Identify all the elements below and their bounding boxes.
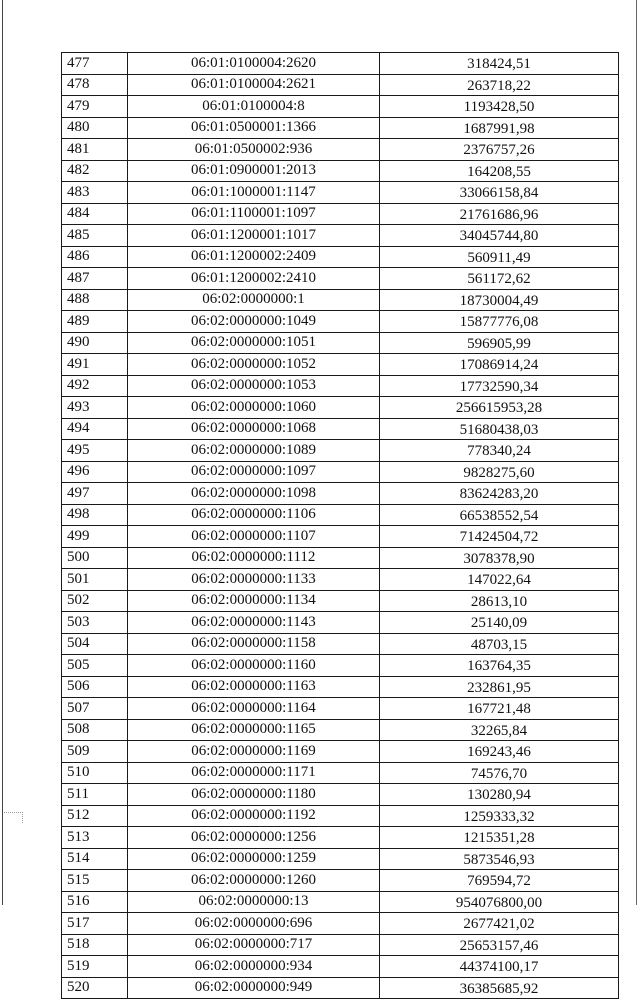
row-number-cell: 483 [62, 182, 128, 204]
cadastral-number-cell: 06:02:0000000:1158 [128, 633, 380, 655]
table-row [62, 504, 619, 526]
row-number-cell: 517 [62, 913, 128, 935]
table-row [62, 96, 619, 118]
cadastral-number-cell: 06:02:0000000:934 [128, 956, 380, 978]
cadastral-value-cell: 778340,24 [380, 440, 619, 462]
row-number-cell: 487 [62, 268, 128, 290]
table-row [62, 741, 619, 763]
cadastral-value-cell: 1687991,98 [380, 117, 619, 139]
row-number-cell: 491 [62, 354, 128, 376]
row-number-cell: 495 [62, 440, 128, 462]
table-row [62, 440, 619, 462]
cadastral-number-cell: 06:02:0000000:1180 [128, 784, 380, 806]
row-number-cell: 479 [62, 96, 128, 118]
cadastral-value-cell: 318424,51 [380, 53, 619, 75]
row-number-cell: 502 [62, 590, 128, 612]
cadastral-value-cell: 147022,64 [380, 569, 619, 591]
cadastral-value-cell: 596905,99 [380, 332, 619, 354]
table-row [62, 483, 619, 505]
row-number-cell: 511 [62, 784, 128, 806]
row-number-cell: 519 [62, 956, 128, 978]
cadastral-number-cell: 06:01:1200002:2410 [128, 268, 380, 290]
row-number-cell: 513 [62, 827, 128, 849]
table-row [62, 891, 619, 913]
table-row [62, 676, 619, 698]
cadastral-number-cell: 06:01:0900001:2013 [128, 160, 380, 182]
row-number-cell: 496 [62, 461, 128, 483]
row-number-cell: 514 [62, 848, 128, 870]
cadastral-value-cell: 28613,10 [380, 590, 619, 612]
cadastral-value-cell: 2376757,26 [380, 139, 619, 161]
cadastral-value-cell: 954076800,00 [380, 891, 619, 913]
cadastral-number-cell: 06:02:0000000:1160 [128, 655, 380, 677]
table-row [62, 311, 619, 333]
cadastral-number-cell: 06:02:0000000:1256 [128, 827, 380, 849]
page-edge-right [636, 0, 637, 905]
cadastral-value-cell: 769594,72 [380, 870, 619, 892]
cadastral-number-cell: 06:01:1200002:2409 [128, 246, 380, 268]
row-number-cell: 506 [62, 676, 128, 698]
cadastral-number-cell: 06:02:0000000:1098 [128, 483, 380, 505]
table-row [62, 870, 619, 892]
cadastral-value-cell: 18730004,49 [380, 289, 619, 311]
cadastral-number-cell: 06:02:0000000:1107 [128, 526, 380, 548]
cadastral-number-cell: 06:01:1000001:1147 [128, 182, 380, 204]
cadastral-number-cell: 06:01:0100004:2621 [128, 74, 380, 96]
cadastral-number-cell: 06:02:0000000:1052 [128, 354, 380, 376]
cadastral-value-cell: 44374100,17 [380, 956, 619, 978]
cadastral-number-cell: 06:02:0000000:1049 [128, 311, 380, 333]
row-number-cell: 494 [62, 418, 128, 440]
table-row [62, 418, 619, 440]
cadastral-number-cell: 06:01:1200001:1017 [128, 225, 380, 247]
cadastral-number-cell: 06:02:0000000:1165 [128, 719, 380, 741]
table-row [62, 590, 619, 612]
cadastral-value-cell: 51680438,03 [380, 418, 619, 440]
table-row [62, 569, 619, 591]
cadastral-value-cell: 17732590,34 [380, 375, 619, 397]
table-row [62, 956, 619, 978]
table-row [62, 268, 619, 290]
cadastral-value-cell: 48703,15 [380, 633, 619, 655]
cadastral-value-cell: 25653157,46 [380, 934, 619, 956]
cadastral-number-cell: 06:01:1100001:1097 [128, 203, 380, 225]
table-row [62, 913, 619, 935]
row-number-cell: 508 [62, 719, 128, 741]
row-number-cell: 503 [62, 612, 128, 634]
table-row [62, 461, 619, 483]
cadastral-number-cell: 06:02:0000000:1051 [128, 332, 380, 354]
cadastral-number-cell: 06:02:0000000:1171 [128, 762, 380, 784]
cadastral-value-cell: 163764,35 [380, 655, 619, 677]
cadastral-number-cell: 06:02:0000000:13 [128, 891, 380, 913]
row-number-cell: 493 [62, 397, 128, 419]
table-row [62, 246, 619, 268]
row-number-cell: 499 [62, 526, 128, 548]
table-row [62, 397, 619, 419]
cadastral-number-cell: 06:02:0000000:1053 [128, 375, 380, 397]
row-number-cell: 520 [62, 977, 128, 999]
cadastral-value-cell: 561172,62 [380, 268, 619, 290]
table-row [62, 289, 619, 311]
cadastral-number-cell: 06:01:0500001:1366 [128, 117, 380, 139]
cadastral-value-cell: 21761686,96 [380, 203, 619, 225]
row-number-cell: 515 [62, 870, 128, 892]
cadastral-number-cell: 06:02:0000000:1169 [128, 741, 380, 763]
cadastral-value-cell: 9828275,60 [380, 461, 619, 483]
cadastral-value-cell: 167721,48 [380, 698, 619, 720]
cadastral-number-cell: 06:02:0000000:1106 [128, 504, 380, 526]
cadastral-value-cell: 83624283,20 [380, 483, 619, 505]
cadastral-value-cell: 15877776,08 [380, 311, 619, 333]
table-row [62, 612, 619, 634]
table-row [62, 827, 619, 849]
cadastral-value-cell: 17086914,24 [380, 354, 619, 376]
table-row [62, 332, 619, 354]
cadastral-number-cell: 06:02:0000000:1134 [128, 590, 380, 612]
cadastral-value-cell: 232861,95 [380, 676, 619, 698]
cadastral-value-cell: 34045744,80 [380, 225, 619, 247]
cadastral-number-cell: 06:02:0000000:1164 [128, 698, 380, 720]
row-number-cell: 488 [62, 289, 128, 311]
cadastral-value-cell: 164208,55 [380, 160, 619, 182]
cadastral-number-cell: 06:02:0000000:1143 [128, 612, 380, 634]
row-number-cell: 510 [62, 762, 128, 784]
cadastral-value-cell: 256615953,28 [380, 397, 619, 419]
cadastral-value-cell: 1259333,32 [380, 805, 619, 827]
table-row [62, 53, 619, 75]
cadastral-number-cell: 06:02:0000000:1060 [128, 397, 380, 419]
table-row [62, 354, 619, 376]
row-number-cell: 477 [62, 53, 128, 75]
table-body [62, 53, 619, 999]
row-number-cell: 500 [62, 547, 128, 569]
row-number-cell: 512 [62, 805, 128, 827]
row-number-cell: 484 [62, 203, 128, 225]
table-row [62, 139, 619, 161]
table-row [62, 526, 619, 548]
table-row [62, 762, 619, 784]
cadastral-number-cell: 06:02:0000000:1133 [128, 569, 380, 591]
cadastral-number-cell: 06:02:0000000:1068 [128, 418, 380, 440]
row-number-cell: 509 [62, 741, 128, 763]
row-number-cell: 516 [62, 891, 128, 913]
table-row [62, 547, 619, 569]
cadastral-value-cell: 66538552,54 [380, 504, 619, 526]
cadastral-value-cell: 1193428,50 [380, 96, 619, 118]
table-row [62, 160, 619, 182]
cadastral-number-cell: 06:02:0000000:1 [128, 289, 380, 311]
row-number-cell: 489 [62, 311, 128, 333]
row-number-cell: 497 [62, 483, 128, 505]
table-row [62, 977, 619, 999]
row-number-cell: 485 [62, 225, 128, 247]
table-row [62, 719, 619, 741]
table-row [62, 848, 619, 870]
cadastral-number-cell: 06:02:0000000:1163 [128, 676, 380, 698]
cadastral-number-cell: 06:02:0000000:1192 [128, 805, 380, 827]
cadastral-number-cell: 06:02:0000000:696 [128, 913, 380, 935]
binding-mark [4, 812, 23, 823]
row-number-cell: 498 [62, 504, 128, 526]
row-number-cell: 504 [62, 633, 128, 655]
table-row [62, 375, 619, 397]
cadastral-number-cell: 06:02:0000000:1089 [128, 440, 380, 462]
table-row [62, 698, 619, 720]
cadastral-value-cell: 33066158,84 [380, 182, 619, 204]
cadastral-number-cell: 06:01:0100004:8 [128, 96, 380, 118]
row-number-cell: 490 [62, 332, 128, 354]
row-number-cell: 507 [62, 698, 128, 720]
cadastral-value-cell: 36385685,92 [380, 977, 619, 999]
cadastral-value-cell: 1215351,28 [380, 827, 619, 849]
row-number-cell: 518 [62, 934, 128, 956]
cadastral-value-cell: 74576,70 [380, 762, 619, 784]
table-row [62, 633, 619, 655]
row-number-cell: 492 [62, 375, 128, 397]
cadastral-value-cell: 560911,49 [380, 246, 619, 268]
cadastral-value-cell: 3078378,90 [380, 547, 619, 569]
table-row [62, 934, 619, 956]
cadastral-number-cell: 06:02:0000000:1260 [128, 870, 380, 892]
cadastral-value-cell: 71424504,72 [380, 526, 619, 548]
cadastral-number-cell: 06:02:0000000:949 [128, 977, 380, 999]
cadastral-value-cell: 2677421,02 [380, 913, 619, 935]
cadastral-number-cell: 06:02:0000000:1112 [128, 547, 380, 569]
cadastral-value-table [61, 52, 619, 999]
table-row [62, 74, 619, 96]
row-number-cell: 501 [62, 569, 128, 591]
cadastral-number-cell: 06:01:0100004:2620 [128, 53, 380, 75]
cadastral-number-cell: 06:02:0000000:1259 [128, 848, 380, 870]
cadastral-value-cell: 32265,84 [380, 719, 619, 741]
cadastral-value-cell: 130280,94 [380, 784, 619, 806]
page-edge-left [2, 0, 3, 905]
cadastral-number-cell: 06:01:0500002:936 [128, 139, 380, 161]
row-number-cell: 505 [62, 655, 128, 677]
table-row [62, 805, 619, 827]
cadastral-number-cell: 06:02:0000000:717 [128, 934, 380, 956]
table-row [62, 182, 619, 204]
table-row [62, 225, 619, 247]
cadastral-value-cell: 25140,09 [380, 612, 619, 634]
table-row [62, 117, 619, 139]
table-row [62, 655, 619, 677]
row-number-cell: 486 [62, 246, 128, 268]
row-number-cell: 482 [62, 160, 128, 182]
cadastral-value-cell: 169243,46 [380, 741, 619, 763]
row-number-cell: 478 [62, 74, 128, 96]
row-number-cell: 481 [62, 139, 128, 161]
cadastral-number-cell: 06:02:0000000:1097 [128, 461, 380, 483]
cadastral-value-cell: 263718,22 [380, 74, 619, 96]
table-row [62, 784, 619, 806]
table-row [62, 203, 619, 225]
row-number-cell: 480 [62, 117, 128, 139]
cadastral-value-cell: 5873546,93 [380, 848, 619, 870]
